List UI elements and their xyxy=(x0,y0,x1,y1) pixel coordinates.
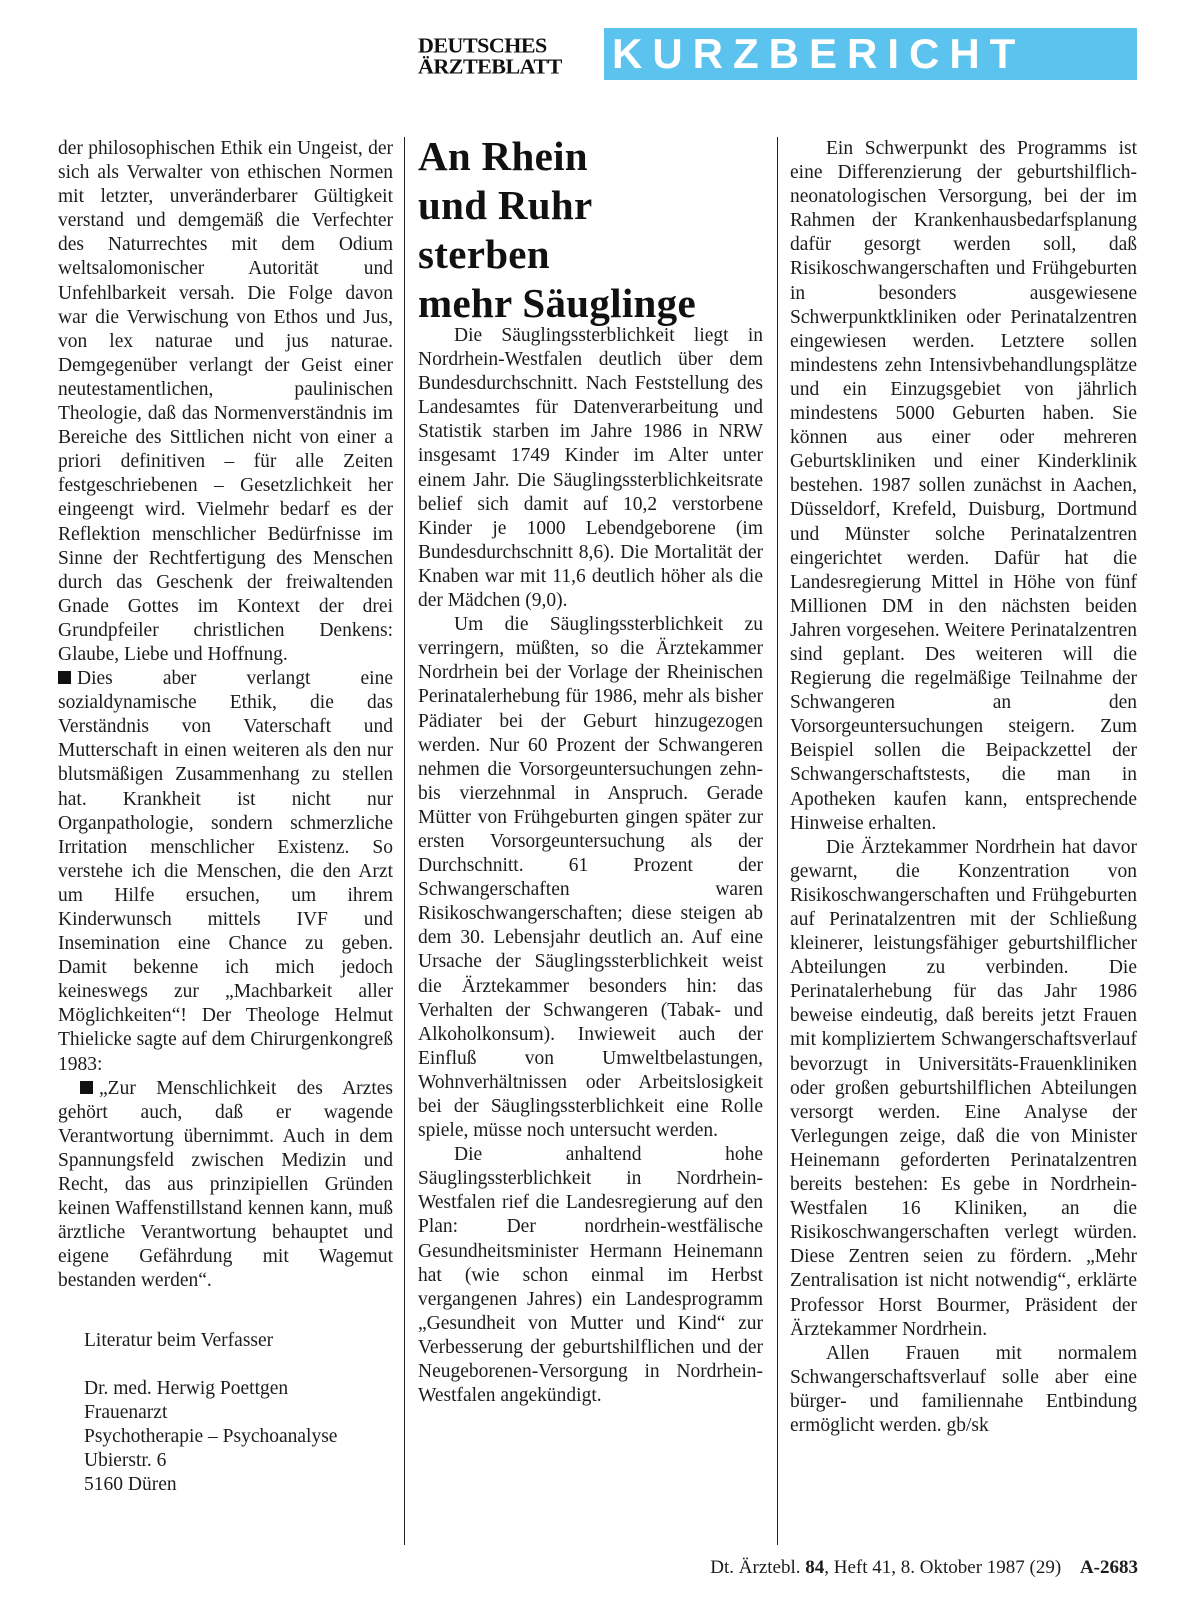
journal-name: Dt. Ärztebl. xyxy=(710,1557,801,1578)
author-block xyxy=(84,1377,337,1497)
body-paragraph: Die Ärztekammer Nordrhein hat davor gewarnt, die Konzentration von Risikoschwangerschaften und Frühgeburten auf Perinatalzentren mit der Schließung kleinerer, leistungsfähiger geburtshilflicher Abteilungen zu verbinden. Die Perinatalerhebung für das Jahr 1986 beweise eindeutig, daß bereits jetzt Frauen mit kompliziertem Schwangerschaftsverlauf bevorzugt in Universitäts-Frauenkliniken oder großen geburtshilflichen Abteilungen versorgt werden. Eine Analyse der Verlegungen zeige, daß die von Minister Heinemann geforderten Perinatalzentren bereits bestehen: Es gebe in Nordrhein-Westfalen 16 Kliniken, an die Risikoschwangerschaften verlegt würden. Diese Zentren seien zu fördern. „Mehr Zentralisation ist nicht notwendig“, erklärte Professor Horst Bourmer, Präsident der Ärztekammer Nordrhein. xyxy=(790,836,1137,1340)
body-paragraph-bulleted xyxy=(58,667,393,1077)
column-left xyxy=(58,137,393,1294)
headline-line: An Rhein xyxy=(418,133,588,179)
headline-line: und Ruhr xyxy=(418,182,593,228)
paragraph-text: „Zur Menschlichkeit des Arztes gehört auch, daß er wagende Verantwortung übernimmt. Auch in dem Spannungsfeld zwischen Medizin und Recht, das aus prinzipiellen Gründen keinen Waffenstillstand kennen kann, muß ärztliche Verantwortung behauptet und eigene Gefährdung mit Wagemut bestanden werden“. xyxy=(58,1077,393,1292)
body-paragraph: Die anhaltend hohe Säuglingssterblichkeit in Nordrhein-Westfalen rief die Landesregierung auf den Plan: Der nordrhein-westfälische Gesundheitsminister Hermann Heinemann hat (wie schon einmal im Herbst vergangenen Jahres) ein Landesprogramm „Gesundheit von Mutter und Kind“ zur Verbesserung der geburtshilflichen und der Neugeborenen-Versorgung in Nordrhein-Westfalen angekündigt. xyxy=(418,1144,763,1407)
author-city: 5160 Düren xyxy=(84,1474,177,1495)
page-number: A-2683 xyxy=(1079,1557,1138,1578)
volume-number: 84 xyxy=(805,1557,825,1578)
issue-date: , Heft 41, 8. Oktober 1987 (29) xyxy=(824,1557,1062,1578)
article-headline xyxy=(418,132,763,328)
column-right xyxy=(790,137,1137,1438)
square-bullet-icon xyxy=(58,671,71,684)
masthead-logo xyxy=(418,35,580,80)
column-divider xyxy=(777,137,778,1545)
column-divider xyxy=(404,137,405,1545)
paragraph-text: Dies aber verlangt eine sozialdynamische Ethik, die das Verständnis von Vaterschaft und Mutterschaft in einen weiteren als den nur blutsmäßigen Zusammenhang zu stellen hat. Krankheit ist nicht nur Organpathologie, sondern schmerzliche Irritation menschlicher Existenz. So verstehe ich die Menschen, die den Arzt um Hilfe ersuchen, um ihrem Kinderwunsch mittels IVF und Insemination eine Chance zu geben. Damit bekenne ich mich jedoch keineswegs zur „Machbarkeit aller Möglichkeiten“! Der Theologe Helmut Thielicke sagte auf dem Chirurgenkongreß 1983: xyxy=(58,668,393,1075)
literature-note xyxy=(84,1329,273,1353)
body-paragraph-bulleted xyxy=(58,1077,393,1294)
body-paragraph: der philosophischen Ethik ein Ungeist, der sich als Verwalter von ethischen Normen mit letzter, unveränderbarer Gültigkeit verstand und demgemäß die Verfechter des Naturrechtes mit dem Odium weltsalomonischer Autorität und Unfehlbarkeit versah. Die Folge davon war die Verwischung von Ethos und Jus, von lex naturae und jus naturae. Demgegenüber verlangt der Geist einer neutestamentlichen, paulinischen Theologie, daß das Normenverständnis im Bereiche des Sittlichen nicht von einer a priori definitiven – für alle Zeiten festgeschriebenen – Gesetzlichkeit her eingeengt wird. Vielmehr bedarf es der Reflektion menschlicher Bedürfnisse im Sinne der Rechtfertigung des Menschen durch das Geschenk der freiwaltenden Gnade Gottes im Kontext der drei Grundpfeiler christlichen Denkens: Glaube, Liebe und Hoffnung. xyxy=(58,138,393,665)
section-label: KURZBERICHT xyxy=(612,30,1026,77)
body-paragraph: Ein Schwerpunkt des Programms ist eine Differenzierung der geburtshilflich-neonatologischen Versorgung, bei der im Rahmen der Krankenhausbedarfsplanung dafür gesorgt werden soll, daß Risikoschwangerschaften und Frühgeburten in besonders ausgewiesene Schwerpunktkliniken oder Perinatalzentren eingewiesen werden. Letztere sollen mindestens zehn Intensivbehandlungsplätze und ein Einzugsgebiet von jährlich mindestens 5000 Geburten haben. Sie können aus einer oder mehreren Geburtskliniken und einer Kinderklinik bestehen. 1987 sollen zunächst in Aachen, Düsseldorf, Krefeld, Duisburg, Dortmund und Münster solche Perinatalzentren eingerichtet werden. Dafür hat die Landesregierung Mittel in Höhe von fünf Millionen DM in den nächsten beiden Jahren vorgesehen. Weitere Perinatalzentren sind geplant. Des weiteren will die Regierung die regelmäßige Teilnahme der Schwangeren an den Vorsorgeuntersuchungen steigern. Zum Beispiel sollen die Beipackzettel der Schwangerschaftstests, die man in Apotheken kaufen kann, entsprechende Hinweise erhalten. xyxy=(790,138,1137,834)
body-paragraph: Die Säuglingssterblichkeit liegt in Nordrhein-Westfalen deutlich über dem Bundesdurchschnitt. Nach Feststellung des Landesamtes für Datenverarbeitung und Statistik starben im Jahre 1986 in NRW insgesamt 1749 Kinder im Alter unter einem Jahr. Die Säuglingssterblichkeitsrate belief sich damit auf 10,2 verstorbene Kinder je 1000 Lebendgeborene (im Bundesdurchschnitt 8,6). Die Mortalität der Knaben war mit 11,6 deutlich höher als die der Mädchen (9,0). xyxy=(418,325,763,612)
body-paragraph: Um die Säuglingssterblichkeit zu verringern, müßten, so die Ärztekammer Nordrhein bei der Vorlage der Rheinischen Perinatalerhebung für 1986, mehr als bisher Pädiater bei der Geburt hinzugezogen werden. Nur 60 Prozent der Schwangeren nehmen die Vorsorgeuntersuchungen zehn- bis vierzehnmal in Anspruch. Gerade Mütter von Frühgeburten gingen später zur ersten Vorsorgeuntersuchung als der Durchschnitt. 61 Prozent der Schwangerschaften waren Risikoschwangerschaften; diese steigen ab dem 30. Lebensjahr deutlich an. Auf eine Ursache der Säuglingssterblichkeit weist die Ärztekammer besonders hin: das Verhalten der Schwangeren (Tabak- und Alkoholkonsum). Inwieweit auch der Einfluß von Umweltbelastungen, Wohnverhältnissen oder Arbeitslosigkeit bei der Säuglingssterblichkeit eine Rolle spiele, müsse noch untersucht werden. xyxy=(418,614,763,1142)
headline-line: mehr Säuglinge xyxy=(418,280,696,326)
page-footer xyxy=(710,1557,1138,1579)
headline-line: sterben xyxy=(418,231,550,277)
author-street: Ubierstr. 6 xyxy=(84,1450,167,1471)
author-name: Dr. med. Herwig Poettgen xyxy=(84,1378,289,1399)
section-banner xyxy=(604,28,1137,80)
masthead-line2: ÄRZTEBLATT xyxy=(418,54,562,79)
square-bullet-icon xyxy=(80,1081,93,1094)
author-specialty: Psychotherapie – Psychoanalyse xyxy=(84,1426,338,1447)
body-paragraph: Allen Frauen mit normalem Schwangerschaftsverlauf solle aber eine bürger- und familiennahe Entbindung ermöglicht werden. gb/sk xyxy=(790,1342,1137,1436)
masthead-line1: DEUTSCHES xyxy=(418,33,547,58)
author-title: Frauenarzt xyxy=(84,1402,168,1423)
literature-text: Literatur beim Verfasser xyxy=(84,1330,274,1351)
column-middle xyxy=(418,324,763,1408)
